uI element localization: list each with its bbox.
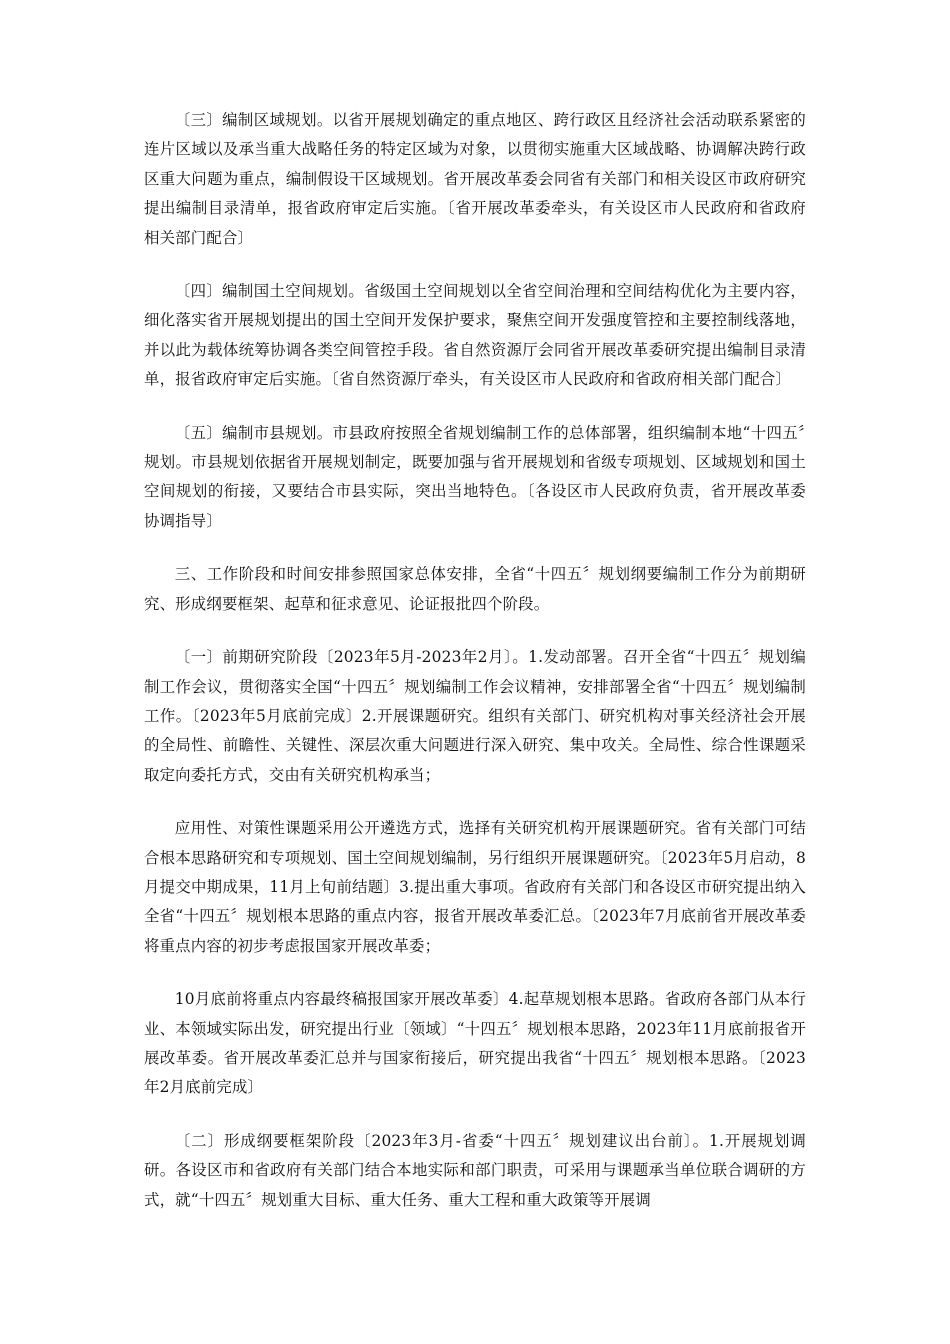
paragraph-city-county-planning: 〔五〕编制市县规划。市县政府按照全省规划编制工作的总体部署，组织编制本地“十四五〞规划。市县规划依据省开展规划制定，既要加强与省开展规划和省级专项规划、区域规划和国土空间规划的衔接，又要结合市县实际，突出当地特色。〔各设区市人民政府负责，省开展改革委协调指导〕 — [144, 423, 806, 530]
paragraph-regional-planning: 〔三〕编制区域规划。以省开展规划确定的重点地区、跨行政区且经济社会活动联系紧密的连片区域以及承当重大战略任务的特定区域为对象，以贯彻实施重大区域战略、协调解决跨行政区重大问题为重点，编制假设干区域规划。省开展改革委会同省有关部门和相关设区市政府研究提出编制目录清单，报省政府审定后实施。〔省开展改革委牵头，有关设区市人民政府和省政府相关部门配合〕 — [144, 111, 806, 247]
document-page — [144, 106, 806, 1239]
paragraph-work-stages: 三、工作阶段和时间安排参照国家总体安排，全省“十四五〞规划纲要编制工作分为前期研究、形成纲要框架、起草和征求意见、论证报批四个阶段。 — [144, 565, 806, 613]
paragraph-territorial-planning: 〔四〕编制国土空间规划。省级国土空间规划以全省空间治理和空间结构优化为主要内容，细化落实省开展规划提出的国土空间开发保护要求，聚焦空间开发强度管控和主要控制线落地，并以此为载体统筹协调各类空间管控手段。省自然资源厅会同省开展改革委研究提出编制目录清单，报省政府审定后实施。〔省自然资源厅牵头，有关设区市人民政府和省政府相关部门配合〕 — [144, 282, 806, 389]
paragraph-preliminary-research: 〔一〕前期研究阶段〔2023年5月-2023年2月〕。1.发动部署。召开全省“十四五〞规划编制工作会议，贯彻落实全国“十四五〞规划编制工作会议精神，安排部署全省“十四五〞规划编制工作。〔2023年5月底前完成〕2.开展课题研究。组织有关部门、研究机构对事关经济社会开展的全局性、前瞻性、关键性、深层次重大问题进行深入研究、集中攻关。全局性、综合性课题采取定向委托方式，交由有关研究机构承当； — [144, 648, 806, 784]
paragraph-outline-framework: 〔二〕形成纲要框架阶段〔2023年3月-省委“十四五〞规划建议出台前〕。1.开展规划调研。各设区市和省政府有关部门结合本地实际和部门职责，可采用与课题承当单位联合调研的方式，就“十四五〞规划重大目标、重大任务、重大工程和重大政策等开展调 — [144, 1131, 806, 1209]
paragraph-basic-ideas: 10月底前将重点内容最终稿报国家开展改革委〕4.起草规划根本思路。省政府各部门从本行业、本领域实际出发，研究提出行业〔领域〕“十四五〞规划根本思路，2023年11月底前报省开展改革委。省开展改革委汇总并与国家衔接后，研究提出我省“十四五〞规划根本思路。〔2023年2月底前完成〕 — [144, 990, 806, 1097]
paragraph-applied-research: 应用性、对策性课题采用公开遴选方式，选择有关研究机构开展课题研究。省有关部门可结合根本思路研究和专项规划、国土空间规划编制，另行组织开展课题研究。〔2023年5月启动，8月提交中期成果，11月上旬前结题〕3.提出重大事项。省政府有关部门和各设区市研究提出纳入全省“十四五〞规划根本思路的重点内容，报省开展改革委汇总。〔2023年7月底前省开展改革委将重点内容的初步考虑报国家开展改革委； — [144, 819, 806, 955]
